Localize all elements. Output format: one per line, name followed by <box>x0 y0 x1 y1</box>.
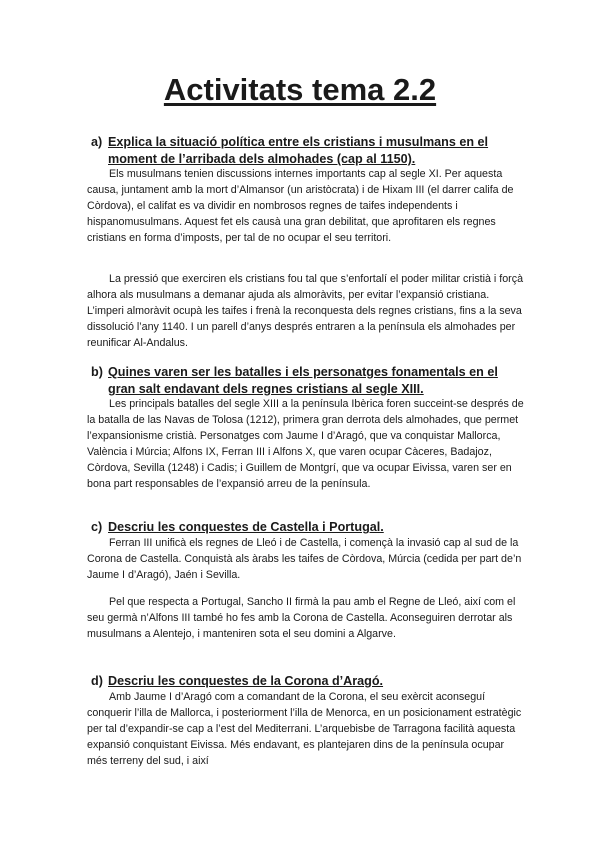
section-c-letter: c) <box>91 520 103 534</box>
section-c-question: Descriu les conquestes de Castella i Portugal. <box>108 520 384 534</box>
section-a-letter: a) <box>91 135 103 149</box>
section-d-paragraph-1: Amb Jaume I d’Aragó com a comandant de la Corona, el seu exèrcit aconseguí conquerir l’illa de Mallorca, i posteriorment l’illa de Menorca, en un posicionament estratègic per tal d’expandir-se cap a l’est del Mediterrani. L’arquebisbe de Tarragona facilità aquesta expansió conquistant Eivissa. Més endavant, es plantejaren dins de la península ocupar més terreny del sud, i així <box>87 691 522 768</box>
section-a-paragraph-1: Els musulmans tenien discussions internes importants cap al segle XI. Per aquesta causa, juntament amb la mort d’Almansor (un aristòcrata) i de Hixam III (el darrer califa de Còrdova), el califat es va dividir en nombrosos regnes de taifes independents i hispanomusulmans. Aquest fet els causà una gran debilitat, que aprofitaren els regnes cristians en forma d’imposts, per tal de no ocupar el seu territori. <box>87 168 514 245</box>
section-b-letter: b) <box>91 365 103 379</box>
section-c-paragraph-1: Ferran III unificà els regnes de Lleó i de Castella, i començà la invasió cap al sud de la Corona de Castella. Conquistà als àrabs les taifes de Còrdova, Múrcia (cedida per part de’n Jaume I d’Aragó), Jaén i Sevilla. <box>87 537 522 582</box>
page-title: Activitats tema 2.2 <box>163 72 437 107</box>
section-b-paragraph-1: Les principals batalles del segle XIII a la península Ibèrica foren succeint-se després de la batalla de las Navas de Tolosa (1212), primera gran derrota dels almohades, que permet l’expansionisme cristià. Personatges com Jaume I d’Aragó, que va conquistar Mallorca, València i Múrcia; Alfons IX, Ferran III i Alfons X, que varen ocupar Càceres, Badajoz, Còrdova, Sevilla (1248) i Cadis; i Guillem de Montgrí, que va ocupar Eivissa, varen ser en bona part responsables de l’expansió arreu de la península. <box>87 398 524 491</box>
section-c-paragraph-2: Pel que respecta a Portugal, Sancho II firmà la pau amb el Regne de Lleó, així com el seu germà n’Alfons III també ho fes amb la Corona de Castella. Aconseguiren derrotar als musulmans a Alentejo, i manteniren sota el seu domini a Algarve. <box>87 596 516 641</box>
section-d-letter: d) <box>91 674 103 688</box>
section-b-question: Quines varen ser les batalles i els personatges fonamentals en el gran salt endavant dels regnes cristians al segle XIII. <box>108 365 498 396</box>
section-a-question: Explica la situació política entre els cristians i musulmans en el moment de l’arribada dels almohades (cap al 1150). <box>108 135 489 166</box>
section-a-paragraph-2: La pressió que exerciren els cristians fou tal que s’enfortalí el poder militar cristià i forçà alhora als musulmans a demanar ajuda als almoràvits, per evitar l’expansió cristiana. L’imperi almoràvit ocupà les taifes i frenà la reconquesta dels regnes cristians, fins a la seva dissolució l’any 1140. I un parell d’anys després entraren a la península els almohades per reunificar Al-Andalus. <box>87 273 524 350</box>
section-d-question: Descriu les conquestes de la Corona d’Aragó. <box>108 674 384 688</box>
